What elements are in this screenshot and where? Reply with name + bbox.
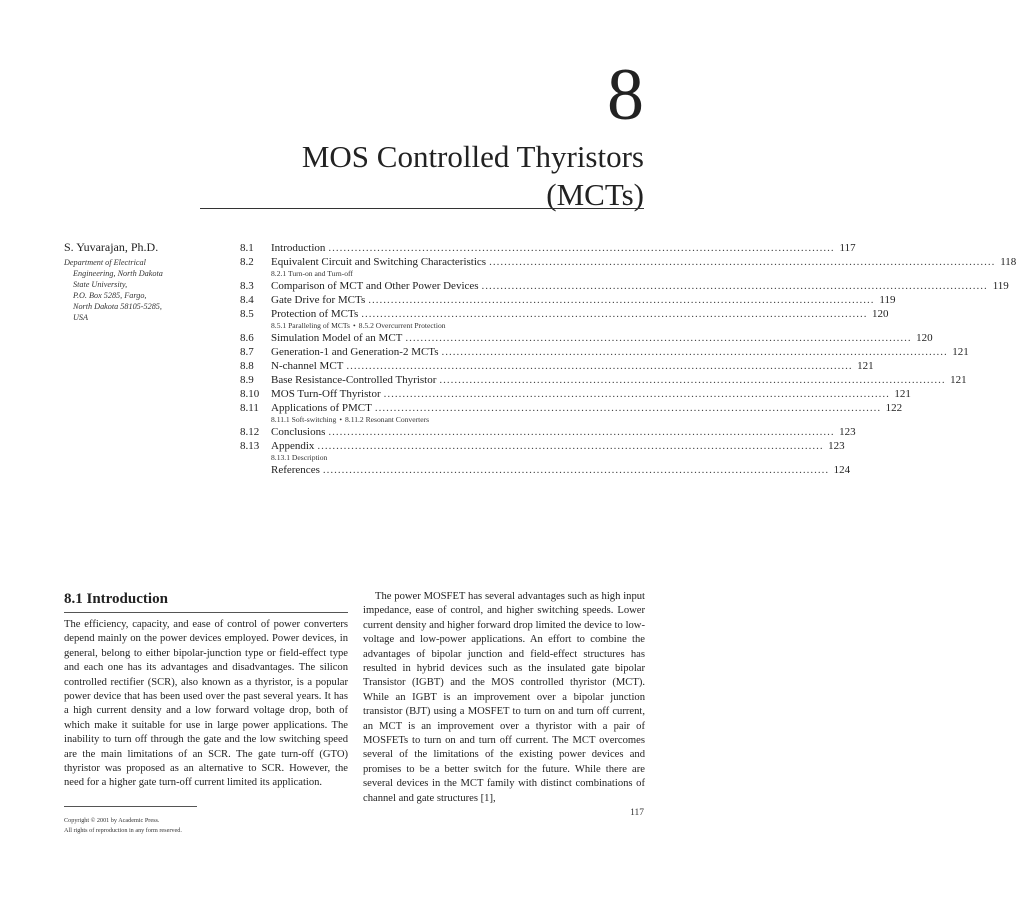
- toc-subentry[interactable]: 8.13.1 Description: [271, 453, 328, 462]
- affiliation-line: State University,: [73, 280, 128, 289]
- toc-leader-dots: .......................................................................................................................................: [405, 332, 912, 344]
- toc-title: Equivalent Circuit and Switching Characteristics: [271, 256, 487, 268]
- toc-leader-dots: .......................................................................................................................................: [317, 440, 824, 452]
- toc-number: 8.7: [240, 346, 254, 358]
- toc-leader-dots: .......................................................................................................................................: [328, 426, 835, 438]
- toc-number: 8.13: [240, 440, 260, 452]
- chapter-title-line-2: (MCTs): [546, 177, 644, 212]
- toc-page: 120: [871, 308, 889, 320]
- toc-entry[interactable]: [240, 293, 896, 307]
- toc-leader-dots: .......................................................................................................................................: [383, 388, 890, 400]
- page-number: 117: [630, 808, 644, 818]
- toc-number: 8.9: [240, 374, 254, 386]
- toc-title: Comparison of MCT and Other Power Devices: [271, 280, 479, 292]
- toc-subentry[interactable]: 8.2.1 Turn-on and Turn-off: [271, 269, 353, 278]
- toc-leader-dots: .......................................................................................................................................: [368, 294, 875, 306]
- copyright-line: Copyright © 2001 by Academic Press.: [64, 817, 160, 824]
- toc-leader-dots: .......................................................................................................................................: [346, 360, 853, 372]
- toc-entry[interactable]: [240, 439, 845, 453]
- toc-title: Protection of MCTs: [271, 308, 359, 320]
- toc-page: 121: [894, 388, 911, 400]
- toc-page: 123: [839, 426, 856, 438]
- toc-page: 121: [857, 360, 874, 372]
- toc-subentry-group: [240, 321, 644, 331]
- toc-number: 8.5: [240, 308, 254, 320]
- section-divider: [64, 612, 348, 613]
- toc-entry[interactable]: [240, 401, 903, 415]
- toc-title: Generation-1 and Generation-2 MCTs: [271, 346, 439, 358]
- affiliation-line: Department of Electrical: [64, 258, 146, 267]
- toc-number: 8.12: [240, 426, 260, 438]
- toc-number: 8.6: [240, 332, 254, 344]
- toc-leader-dots: .......................................................................................................................................: [361, 308, 868, 320]
- toc-page: 117: [839, 242, 856, 254]
- toc-entry[interactable]: [240, 279, 1009, 293]
- toc-number: 8.3: [240, 280, 254, 292]
- copyright-line: All rights of reproduction in any form reserved.: [64, 827, 182, 834]
- toc-title: Simulation Model of an MCT: [271, 332, 403, 344]
- toc-page: 121: [952, 346, 969, 358]
- toc-page: 123: [828, 440, 845, 452]
- toc-entry[interactable]: [240, 359, 874, 373]
- toc-title: Applications of PMCT: [271, 402, 372, 414]
- toc-subentry[interactable]: 8.5.2 Overcurrent Protection: [358, 321, 446, 330]
- toc-number: 8.1: [240, 242, 254, 254]
- toc-page: 119: [992, 280, 1009, 292]
- toc-number: 8.10: [240, 388, 260, 400]
- toc-title: References: [271, 464, 320, 476]
- toc-title: Conclusions: [271, 426, 326, 438]
- toc-entry[interactable]: [240, 307, 889, 321]
- copyright-notice: [64, 816, 182, 836]
- intro-paragraph-left: The efficiency, capacity, and ease of control of power converters depend mainly on the power devices employed. Power devices, in general, belong to either bipolar-junction type or field-effect type and each one has its advantages and disadvantages. The silicon controlled rectifier (SCR), also known as a thyristor, is a popular power device that has been used over the past several years. It has a high current density and a low forward voltage drop, both of which make it suitable for use in large power applications. The inability to turn off through the gate and the low switching speed are the main limitations of an SCR. The gate turn-off (GTO) thyristor was proposed as an alternative to SCR. However, the need for a higher gate turn-off current limited its application.: [64, 619, 348, 789]
- author-block: [64, 240, 214, 323]
- toc-number: 8.8: [240, 360, 254, 372]
- toc-subentry[interactable]: 8.5.1 Paralleling of MCTs: [271, 321, 350, 330]
- toc-entry-references[interactable]: [240, 463, 851, 477]
- toc-title: Introduction: [271, 242, 326, 254]
- toc-title: Appendix: [271, 440, 315, 452]
- toc-title: N-channel MCT: [271, 360, 344, 372]
- toc-leader-dots: .......................................................................................................................................: [322, 464, 830, 476]
- toc-entry[interactable]: [240, 373, 967, 387]
- toc-page: 124: [833, 464, 851, 476]
- toc-page: 121: [950, 374, 967, 386]
- chapter-number: 8: [607, 54, 644, 136]
- chapter-title: [224, 138, 644, 214]
- toc-number: 8.2: [240, 256, 254, 268]
- toc-entry[interactable]: [240, 345, 969, 359]
- affiliation-line: Engineering, North Dakota: [73, 269, 163, 278]
- toc-subentry[interactable]: 8.11.2 Resonant Converters: [345, 415, 430, 424]
- affiliation-line: P.O. Box 5285, Fargo,: [73, 291, 147, 300]
- toc-number: 8.11: [240, 402, 259, 414]
- toc-entry[interactable]: [240, 331, 933, 345]
- toc-leader-dots: .......................................................................................................................................: [328, 242, 835, 254]
- toc-page: 118: [1000, 256, 1016, 268]
- author-name: S. Yuvarajan, Ph.D.: [64, 240, 159, 254]
- footnote-divider: [64, 806, 197, 807]
- author-affiliation: [64, 257, 214, 323]
- toc-leader-dots: .......................................................................................................................................: [481, 280, 988, 292]
- toc-leader-dots: .......................................................................................................................................: [441, 346, 948, 358]
- toc-leader-dots: .......................................................................................................................................: [489, 256, 996, 268]
- toc-entry[interactable]: [240, 425, 856, 439]
- toc-entry[interactable]: [240, 255, 1016, 269]
- toc-title: MOS Turn-Off Thyristor: [271, 388, 381, 400]
- section-heading: 8.1 Introduction: [64, 591, 168, 607]
- toc-title: Gate Drive for MCTs: [271, 294, 366, 306]
- toc-title: Base Resistance-Controlled Thyristor: [271, 374, 437, 386]
- toc-entry[interactable]: [240, 387, 911, 401]
- toc-leader-dots: .......................................................................................................................................: [439, 374, 946, 386]
- title-divider: [200, 208, 644, 209]
- toc-page: 120: [916, 332, 933, 344]
- toc-number: 8.4: [240, 294, 254, 306]
- affiliation-line: North Dakota 58105-5285,: [73, 302, 162, 311]
- toc-page: 122: [885, 402, 903, 414]
- bullet-icon: •: [353, 321, 356, 330]
- intro-paragraph-right: The power MOSFET has several advantages such as high input impedance, ease of control, and higher switching speeds. Lower current density and higher forward drop limited the device to low-voltage and low-power applications. An effort to combine the advantages of bipolar junction and field-effect structures has resulted in hybrid devices such as the insulated gate bipolar Transistor (IGBT) and the MOS controlled thyristor (MCT). While an IGBT is an improvement over a bipolar junction transistor (BJT) using a MOSFET to turn on and turn off current, an MCT is an improvement over a thyristor with a pair of MOSFETs to turn on and turn off current. The MCT overcomes several of the limitations of the existing power devices and promises to be a better switch for the future. While there are several devices in the MCT family with distinct combinations of channel and gate structures [1],: [363, 591, 645, 804]
- toc-subentry-group: [240, 415, 644, 425]
- toc-subentry[interactable]: 8.11.1 Soft-switching: [271, 415, 337, 424]
- toc-leader-dots: .......................................................................................................................................: [374, 402, 882, 414]
- toc-entry[interactable]: [240, 241, 856, 255]
- chapter-title-line-1: MOS Controlled Thyristors: [301, 139, 644, 174]
- affiliation-line: USA: [73, 313, 89, 322]
- toc-page: 119: [879, 294, 896, 306]
- table-of-contents: [240, 241, 1016, 477]
- bullet-icon: •: [339, 415, 342, 424]
